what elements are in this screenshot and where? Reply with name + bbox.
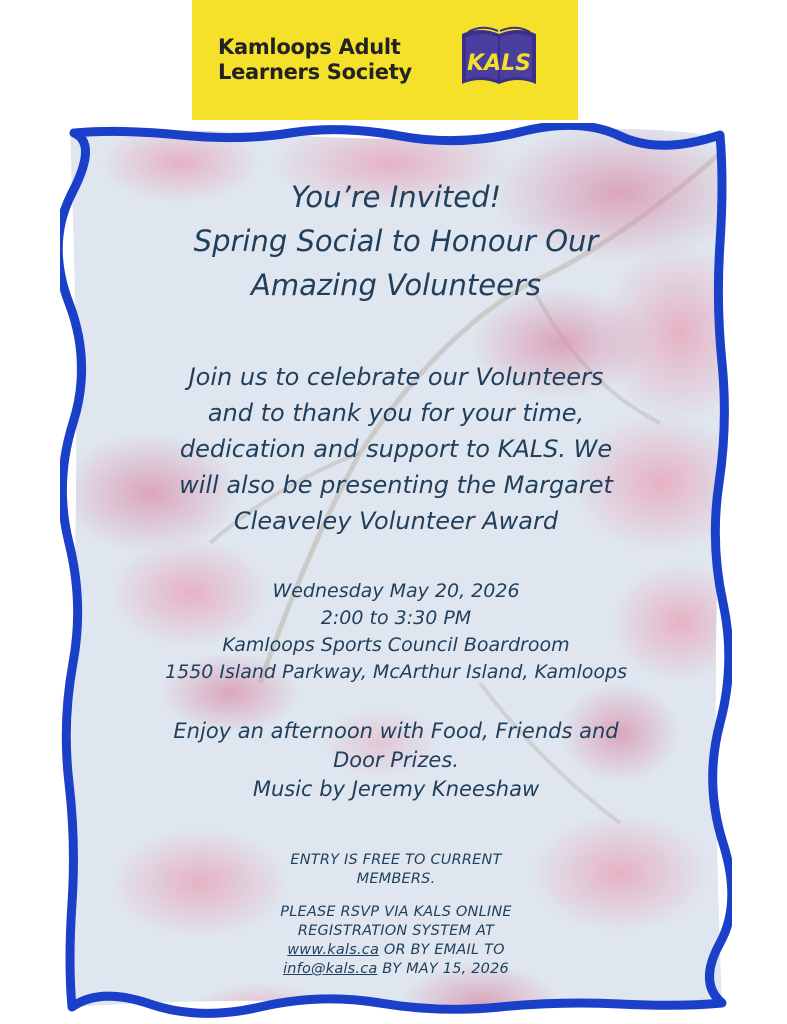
kals-logo-banner: [192, 0, 578, 120]
rsvp-line-3: [60, 941, 732, 960]
headline-line-1: You’re Invited!: [290, 180, 502, 214]
enjoy-line-1: Enjoy an afternoon with Food, Friends and: [173, 719, 619, 743]
event-highlights: [60, 717, 732, 804]
rsvp-line-1: PLEASE RSVP VIA KALS ONLINE: [280, 904, 512, 920]
event-details: [60, 578, 732, 686]
event-time: 2:00 to 3:30 PM: [320, 607, 472, 629]
headline-line-3: Amazing Volunteers: [251, 268, 541, 302]
entry-and-rsvp: [60, 851, 732, 979]
event-address: 1550 Island Parkway, McArthur Island, Kamloops: [165, 661, 627, 683]
logo-line-1: Kamloops Adult: [218, 35, 401, 59]
intro-line-3: dedication and support to KALS. We: [179, 435, 613, 463]
event-venue: Kamloops Sports Council Boardroom: [222, 634, 570, 656]
rsvp-line-3-text: OR BY EMAIL TO: [379, 942, 505, 958]
entry-line-2: MEMBERS.: [356, 871, 436, 887]
event-date: Wednesday May 20, 2026: [272, 580, 520, 602]
rsvp-line-4: [60, 960, 732, 979]
logo-mark-text: KALS: [467, 51, 531, 76]
rsvp-line-2: REGISTRATION SYSTEM AT: [297, 923, 495, 939]
open-book-icon: [454, 22, 544, 92]
logo-wordmark: [218, 35, 412, 85]
intro-line-5: Cleaveley Volunteer Award: [233, 507, 559, 535]
intro-line-1: Join us to celebrate our Volunteers: [188, 363, 604, 391]
intro-line-2: and to thank you for your time,: [207, 399, 585, 427]
enjoy-line-3: Music by Jeremy Kneeshaw: [252, 777, 540, 801]
headline-line-2: Spring Social to Honour Our: [193, 224, 599, 258]
invitation-card: [60, 123, 732, 1018]
intro-line-4: will also be presenting the Margaret: [179, 471, 613, 499]
invitation-intro: [60, 359, 732, 539]
enjoy-line-2: Door Prizes.: [333, 748, 459, 772]
invitation-content: [60, 123, 732, 1018]
entry-line-1: ENTRY IS FREE TO CURRENT: [290, 852, 502, 868]
invitation-headline: [60, 175, 732, 307]
rsvp-line-4-text: BY MAY 15, 2026: [377, 961, 509, 977]
logo-line-2: Learners Society: [218, 60, 412, 84]
email-link[interactable]: info@kals.ca: [283, 961, 378, 977]
website-link[interactable]: www.kals.ca: [287, 942, 380, 958]
